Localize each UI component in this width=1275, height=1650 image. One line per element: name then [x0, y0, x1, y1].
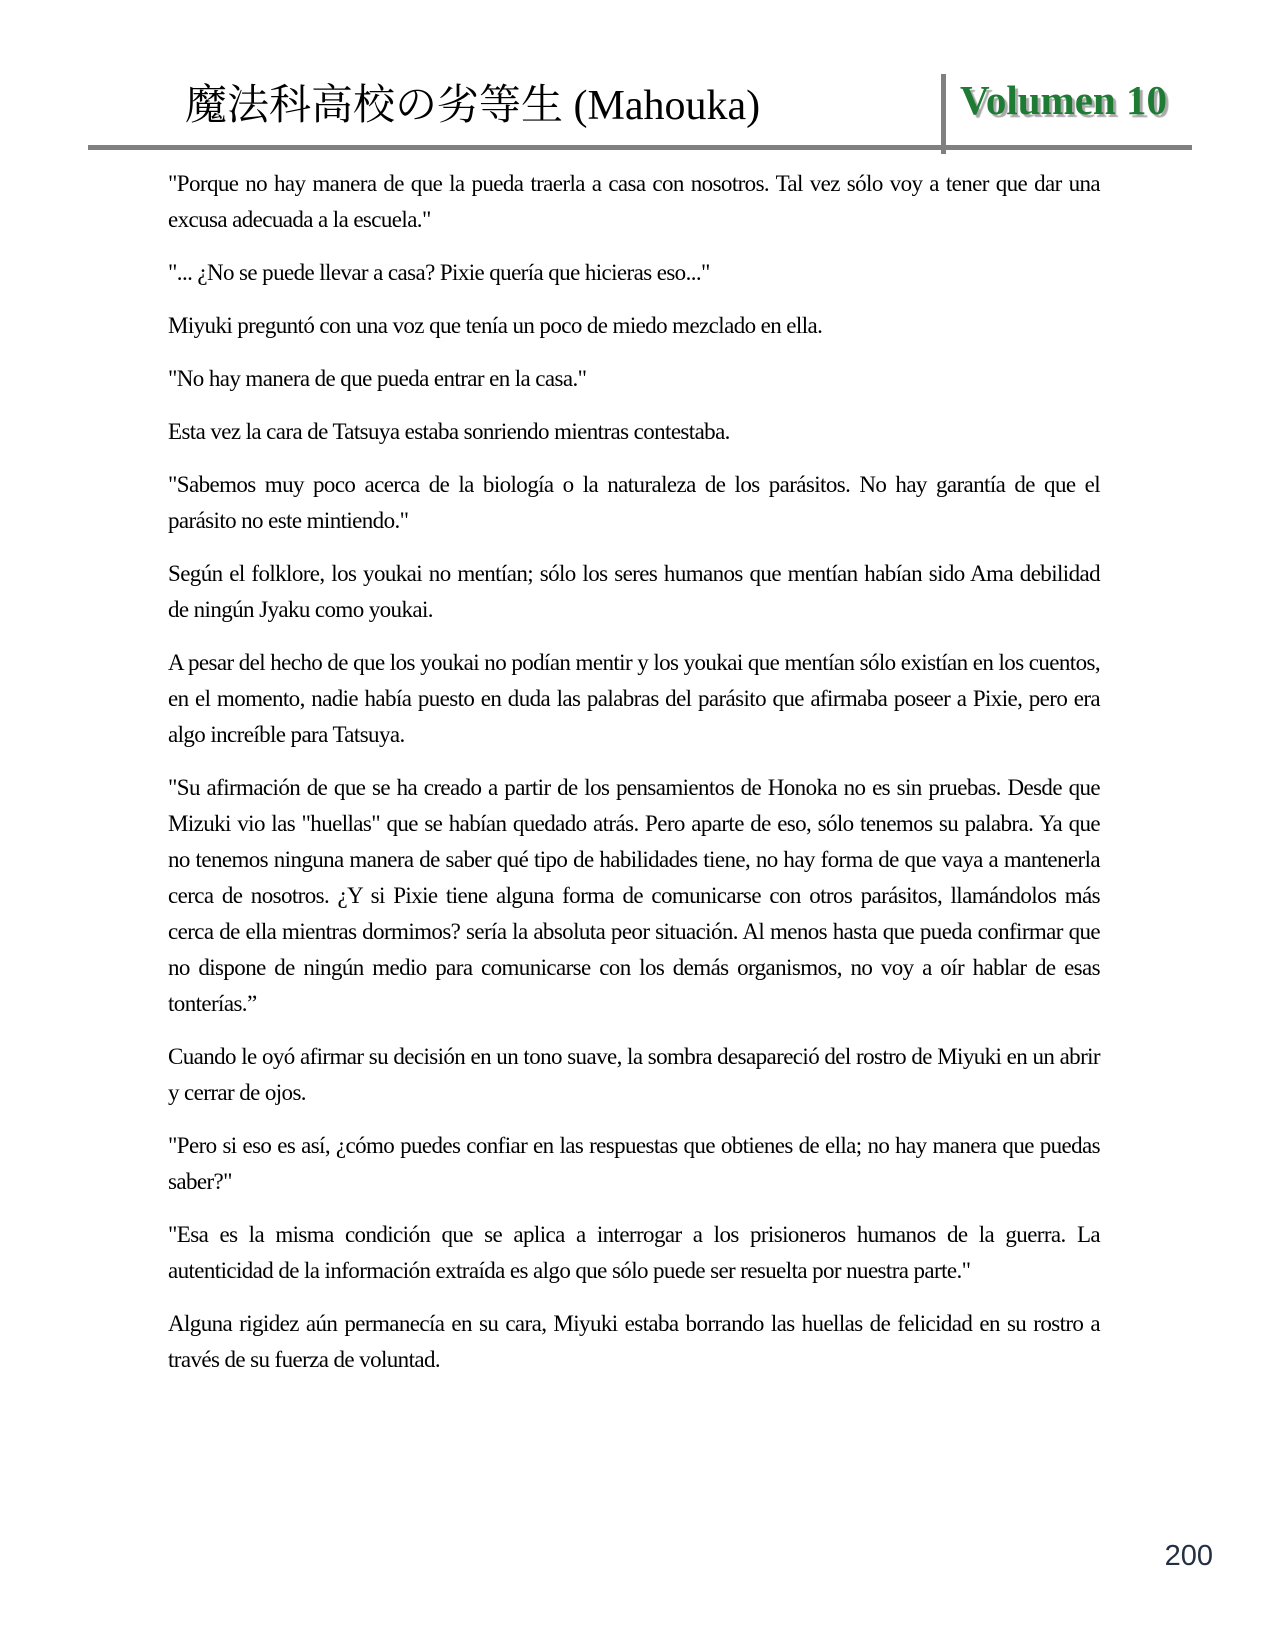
paragraph-quote: "... ¿No se puede llevar a casa? Pixie quería que hicieras eso..." — [168, 260, 710, 285]
paragraph-narration: Miyuki preguntó con una voz que tenía un poco de miedo mezclado en ella. — [168, 313, 823, 338]
header-vertical-divider — [941, 74, 946, 154]
page-header — [0, 0, 1275, 160]
paragraph-narration: Según el folklore, los youkai no mentían; sólo los seres humanos que mentían habían sido Ama debilidad de ningún Jyaku como youkai. — [168, 561, 1100, 622]
paragraph-narration: Esta vez la cara de Tatsuya estaba sonriendo mientras contestaba. — [168, 419, 730, 444]
paragraph-quote: "Sabemos muy poco acerca de la biología o la naturaleza de los parásitos. No hay garantía de que el parásito no este mintiendo." — [168, 472, 1100, 533]
header-horizontal-rule — [88, 145, 1192, 150]
paragraph-narration: Cuando le oyó afirmar su decisión en un tono suave, la sombra desapareció del rostro de Miyuki en un abrir y cerrar de ojos. — [168, 1044, 1100, 1105]
paragraph-narration: Alguna rigidez aún permanecía en su cara, Miyuki estaba borrando las huellas de felicidad en su rostro a través de su fuerza de voluntad. — [168, 1311, 1100, 1372]
paragraph-quote: "Porque no hay manera de que la pueda traerla a casa con nosotros. Tal vez sólo voy a tener que dar una excusa adecuada a la escuela." — [168, 171, 1100, 232]
paragraph-quote: "Esa es la misma condición que se aplica a interrogar a los prisioneros humanos de la guerra. La autenticidad de la información extraída es algo que sólo puede ser resuelta por nuestra parte." — [168, 1222, 1100, 1283]
paragraph-quote: "No hay manera de que pueda entrar en la casa." — [168, 366, 587, 391]
paragraph-narration: A pesar del hecho de que los youkai no podían mentir y los youkai que mentían sólo existían en los cuentos, en el momento, nadie había puesto en duda las palabras del parásito que afirmaba poseer a Pixie, pero era algo increíble para Tatsuya. — [168, 650, 1100, 747]
volume-label: Volumen 10 — [960, 77, 1167, 123]
body-text-block — [168, 166, 1100, 1395]
paragraph-quote: "Pero si eso es así, ¿cómo puedes confiar en las respuestas que obtienes de ella; no hay manera que puedas saber?" — [168, 1133, 1100, 1194]
paragraph-quote: "Su afirmación de que se ha creado a partir de los pensamientos de Honoka no es sin pruebas. Desde que Mizuki vio las "huellas" que se habían quedado atrás. Pero aparte de eso, sólo tenemos su palabra. Ya que no tenemos ninguna manera de saber qué tipo de habilidades tiene, no hay forma de que vaya a mantenerla cerca de nosotros. ¿Y si Pixie tiene alguna forma de comunicarse con otros parásitos, llamándolos más cerca de ella mientras dormimos? sería la absoluta peor situación. Al menos hasta que pueda confirmar que no dispone de ningún medio para comunicarse con los demás organismos, no voy a oír hablar de esas tonterías.” — [168, 775, 1100, 1016]
page-number: 200 — [1164, 1540, 1213, 1572]
document-title: 魔法科高校の劣等生 (Mahouka) — [185, 83, 761, 129]
